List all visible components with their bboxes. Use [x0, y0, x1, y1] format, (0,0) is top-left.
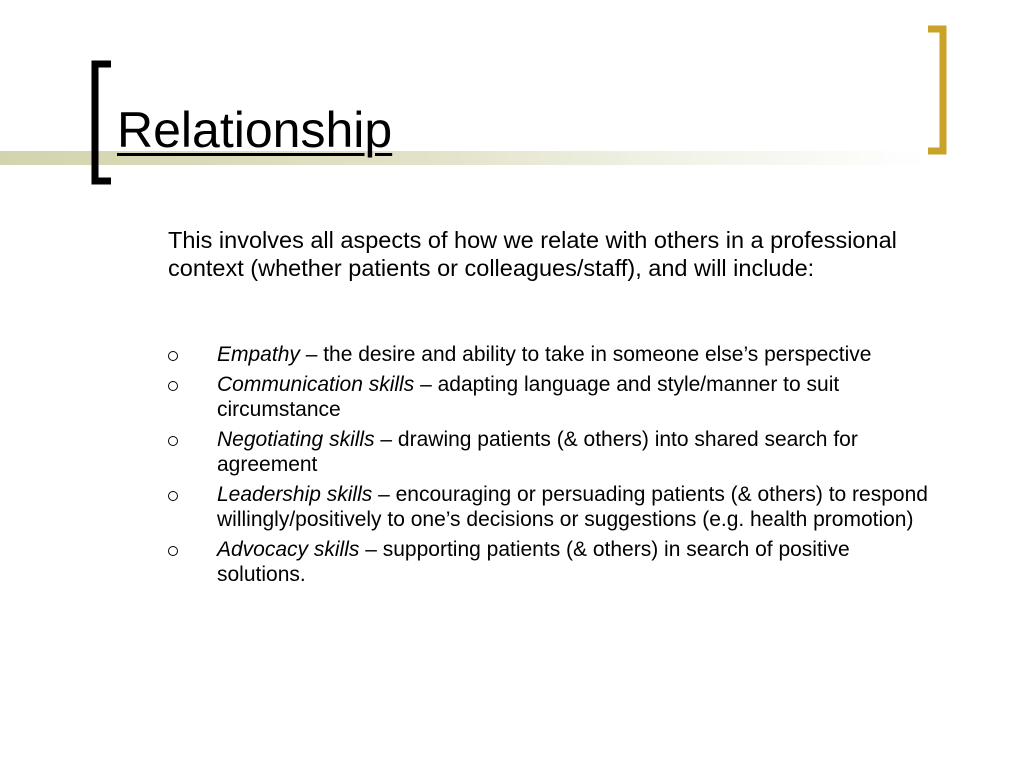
- bullet-term: Empathy: [217, 343, 300, 366]
- hollow-circle-bullet-icon: [168, 381, 178, 391]
- intro-paragraph: This involves all aspects of how we relate with others in a professional context (whether patients or colleagues/staff), and will include:: [168, 227, 897, 281]
- hollow-circle-bullet-icon: [168, 546, 178, 556]
- list-item: [168, 427, 938, 477]
- hollow-circle-bullet-icon: [168, 491, 178, 501]
- bullet-text: – the desire and ability to take in someone else’s perspective: [299, 343, 872, 366]
- list-item: [168, 537, 938, 587]
- bullet-term: Advocacy skills: [217, 538, 360, 561]
- hollow-circle-bullet-icon: [168, 351, 178, 361]
- bullet-list: [168, 342, 938, 592]
- list-item: [168, 372, 938, 422]
- right-bracket-icon: [924, 25, 950, 155]
- bullet-term: Communication skills: [217, 373, 415, 396]
- bullet-text: – supporting patients (& others) in search of positive solutions.: [217, 538, 850, 586]
- list-item: [168, 482, 938, 532]
- bullet-term: Negotiating skills: [217, 428, 375, 451]
- bullet-text: – encouraging or persuading patients (& others) to respond willingly/positively to one’s decisions or suggestions (e.g. health promotion): [217, 483, 928, 531]
- bullet-text: – adapting language and style/manner to suit circumstance: [217, 373, 840, 421]
- bullet-term: Leadership skills: [217, 483, 373, 506]
- list-item: [168, 342, 938, 367]
- hollow-circle-bullet-icon: [168, 436, 178, 446]
- slide-title: Relationship: [117, 102, 393, 158]
- bullet-text: – drawing patients (& others) into shared search for agreement: [217, 428, 858, 476]
- left-bracket-icon: [89, 60, 115, 185]
